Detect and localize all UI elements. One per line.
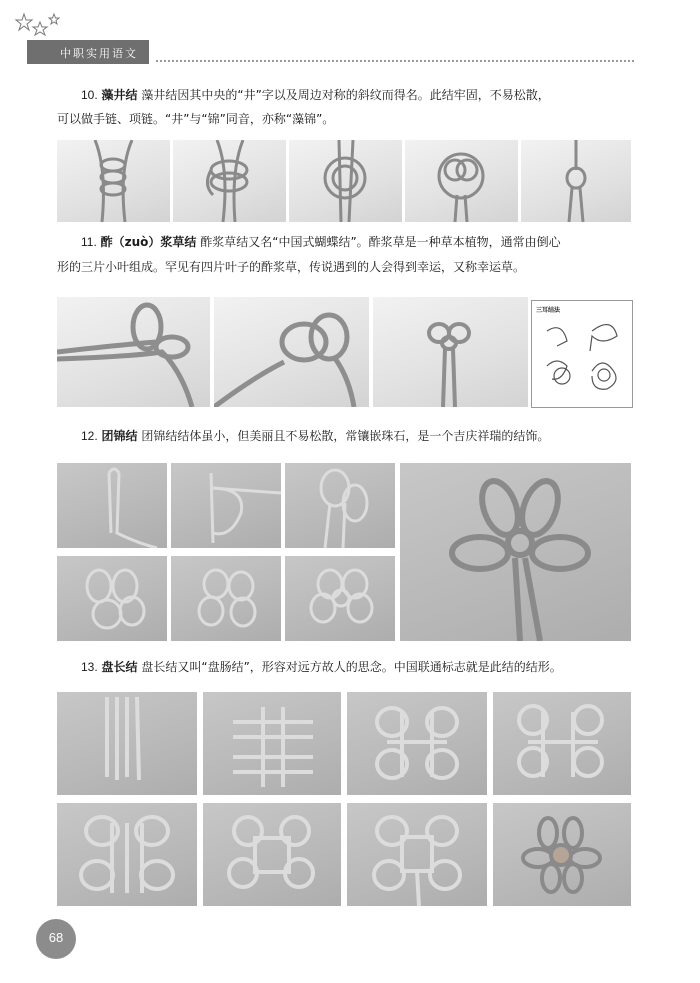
section-11-paragraph-line2 [57,255,635,279]
section-term: 藻井结 [101,88,138,102]
section-number: 12. [81,429,98,443]
knot-photo [57,140,170,222]
knot-photo-large [400,463,631,641]
knot-photo [171,556,281,641]
knot-photo [285,463,395,548]
knot-photo [493,803,631,906]
section-text-continued: 可以做手链、项链。“井”与“锦”同音，亦称“藻锦”。 [57,112,335,126]
section-text: 盘长结又叫“盘肠结”，形容对远方故人的思念。中国联通标志就是此结的结形。 [141,660,562,674]
section-12-paragraph [57,424,635,448]
page-number: 68 [48,930,64,945]
knot-photo [285,556,395,641]
section-13-paragraph [57,655,635,679]
section-number: 10. [81,88,98,102]
section-term: 盘长结 [101,660,138,674]
knot-photo [57,556,167,641]
knot-photo [214,297,369,407]
knot-photo [57,692,197,795]
knot-photo [171,463,281,548]
section-10-paragraph [57,83,635,107]
knot-photo [57,463,167,548]
knot-photo [203,692,341,795]
knot-instruction-diagram [531,300,633,408]
header-title: 中职实用语文 [60,47,138,60]
section-text-continued: 形的三片小叶组成。罕见有四片叶子的酢浆草，传说遇到的人会得到幸运，又称幸运草。 [57,260,526,274]
diagram-label: 三耳结法 [536,307,561,314]
section-text: 藻井结因其中央的“井”字以及周边对称的斜纹而得名。此结牢固，不易松散， [141,88,550,102]
knot-photo [347,692,487,795]
knot-photo [57,297,210,407]
knot-photo [57,803,197,906]
header-divider [156,60,634,62]
section-10-paragraph-line2 [57,107,635,131]
section-11-paragraph [57,230,635,254]
knot-photo [203,803,341,906]
knot-photo [493,692,631,795]
section-term: 团锦结 [101,429,138,443]
section-number: 11. [81,235,97,249]
section-text: 酢浆草结又名“中国式蝴蝶结”。酢浆草是一种草本植物，通常由倒心 [200,235,561,249]
knot-photo [347,803,487,906]
section-text: 团锦结结体虽小，但美丽且不易松散，常镶嵌珠石，是一个吉庆祥瑞的结饰。 [141,429,550,443]
knot-photo [405,140,518,222]
knot-photo [289,140,402,222]
knot-photo [521,140,631,222]
knot-photo [373,297,528,407]
section-term: 酢（zuò）浆草结 [100,235,197,249]
knot-photo [173,140,286,222]
section-number: 13. [81,660,98,674]
